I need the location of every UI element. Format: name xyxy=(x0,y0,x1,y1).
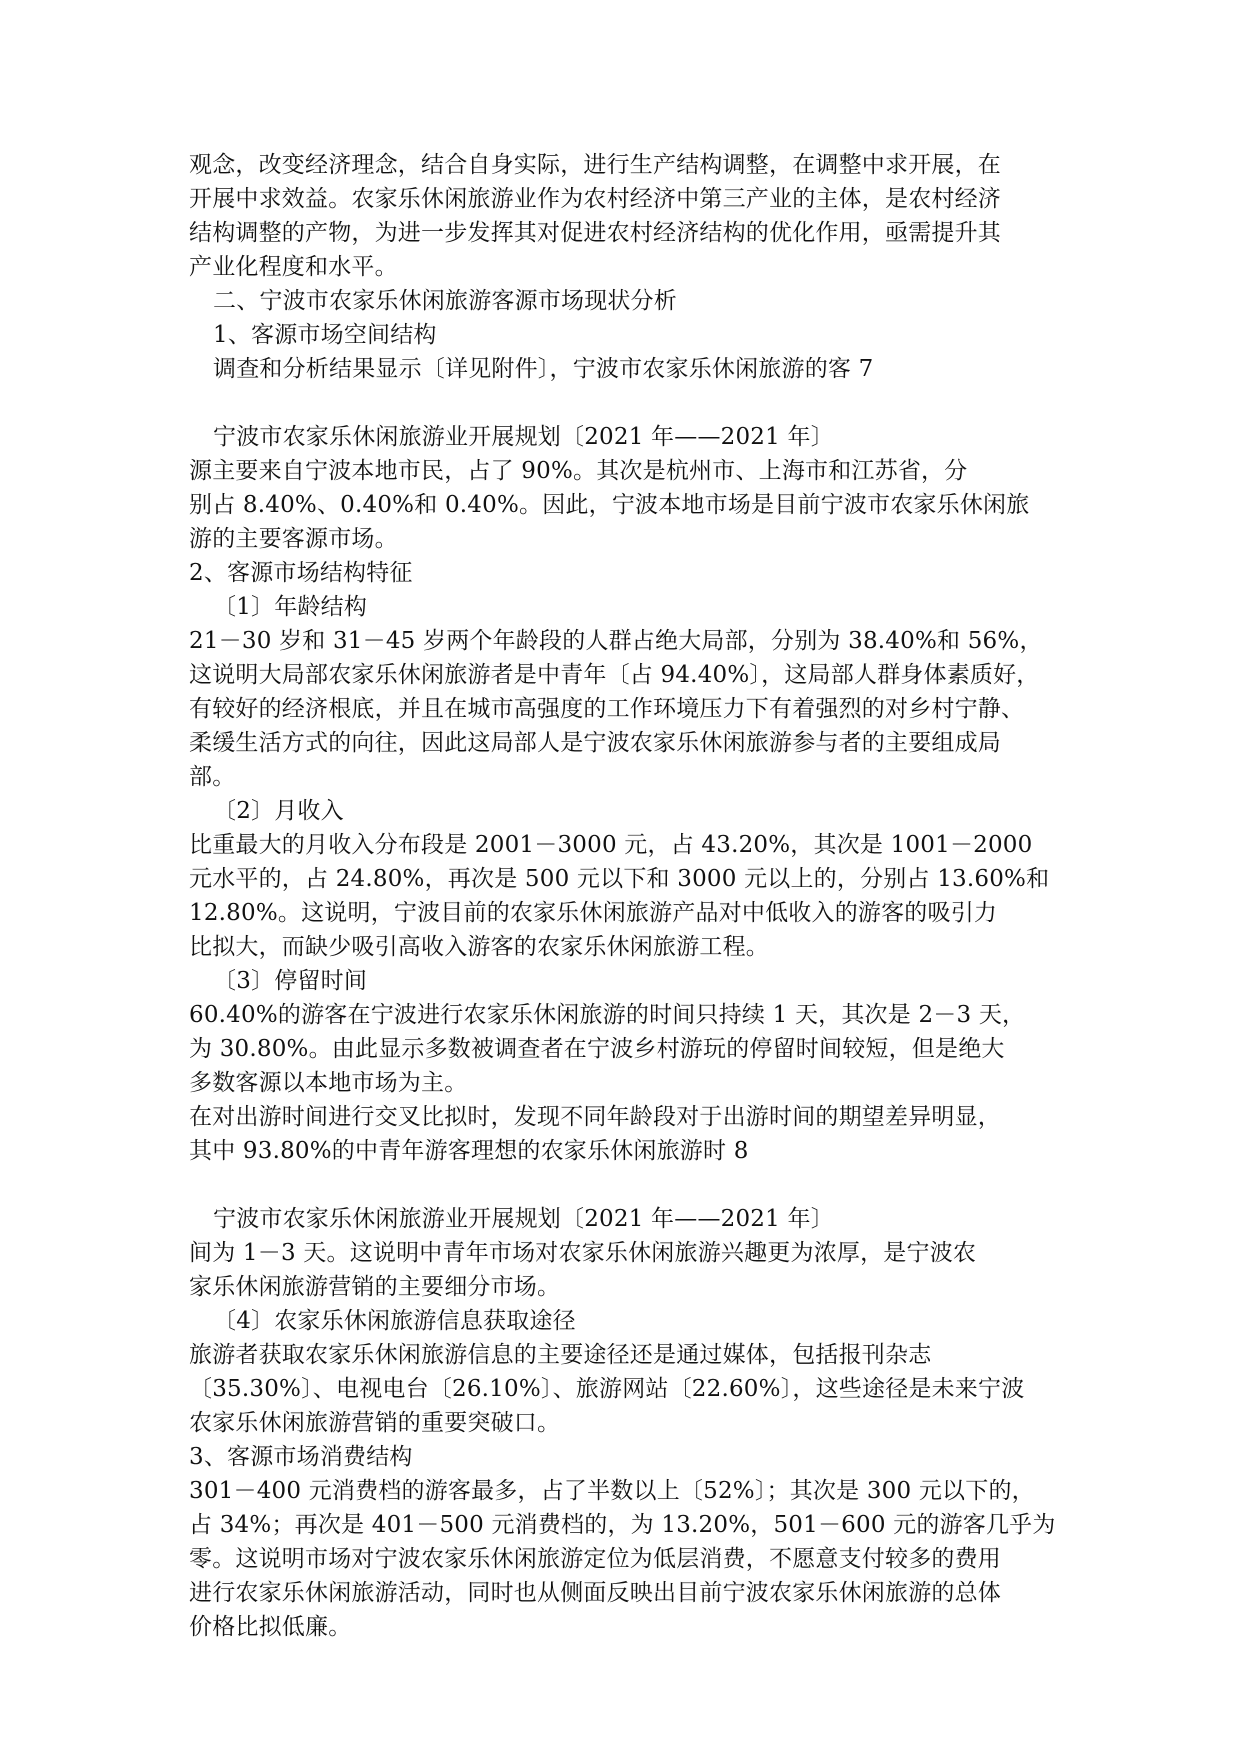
text-line: 元水平的，占 24.80%，再次是 500 元以下和 3000 元以上的，分别占 13.60%和 xyxy=(189,866,1050,892)
subsection-heading: 2、客源市场结构特征 xyxy=(189,560,413,586)
text-line: 比拟大，而缺少吸引高收入游客的农家乐休闲旅游工程。 xyxy=(189,934,769,960)
text-line: 〔35.30%〕、电视电台〔26.10%〕、旅游网站〔22.60%〕，这些途径是未来宁波 xyxy=(189,1376,1025,1402)
text-line: 这说明大局部农家乐休闲旅游者是中青年〔占 94.40%〕，这局部人群身体素质好， xyxy=(189,662,1040,688)
running-header: 宁波市农家乐休闲旅游业开展规划〔2021 年——2021 年〕 xyxy=(213,1206,834,1232)
text-line: 农家乐休闲旅游营销的重要突破口。 xyxy=(189,1410,561,1436)
text-line: 别占 8.40%、0.40%和 0.40%。因此，宁波本地市场是目前宁波市农家乐休闲旅 xyxy=(189,492,1030,518)
subsection-heading: 〔2〕月收入 xyxy=(213,798,344,824)
text-line: 开展中求效益。农家乐休闲旅游业作为农村经济中第三产业的主体，是农村经济 xyxy=(189,186,1001,212)
text-line: 间为 1－3 天。这说明中青年市场对农家乐休闲旅游兴趣更为浓厚，是宁波农 xyxy=(189,1240,977,1266)
page-break-gap xyxy=(189,1168,1049,1202)
subsection-heading: 〔1〕年龄结构 xyxy=(213,594,368,620)
text-line: 301－400 元消费档的游客最多，占了半数以上〔52%〕；其次是 300 元以下的， xyxy=(189,1478,1035,1504)
text-line: 12.80%。这说明，宁波目前的农家乐休闲旅游产品对中低收入的游客的吸引力 xyxy=(189,900,998,926)
text-line: 结构调整的产物，为进一步发挥其对促进农村经济结构的优化作用，亟需提升其 xyxy=(189,220,1001,246)
text-line: 60.40%的游客在宁波进行农家乐休闲旅游的时间只持续 1 天，其次是 2－3 天， xyxy=(189,1002,1026,1028)
text-line: 其中 93.80%的中青年游客理想的农家乐休闲旅游时 8 xyxy=(189,1138,749,1164)
text-line: 柔缓生活方式的向往，因此这局部人是宁波农家乐休闲旅游参与者的主要组成局 xyxy=(189,730,1001,756)
text-line: 部。 xyxy=(189,764,236,790)
text-line: 在对出游时间进行交叉比拟时，发现不同年龄段对于出游时间的期望差异明显， xyxy=(189,1104,1001,1130)
running-header: 宁波市农家乐休闲旅游业开展规划〔2021 年——2021 年〕 xyxy=(213,424,834,450)
text-line: 调查和分析结果显示〔详见附件〕，宁波市农家乐休闲旅游的客 7 xyxy=(213,356,874,382)
text-line: 为 30.80%。由此显示多数被调查者在宁波乡村游玩的停留时间较短，但是绝大 xyxy=(189,1036,1005,1062)
section-heading: 二、宁波市农家乐休闲旅游客源市场现状分析 xyxy=(213,288,677,314)
text-line: 产业化程度和水平。 xyxy=(189,254,398,280)
text-line: 观念，改变经济理念，结合自身实际，进行生产结构调整，在调整中求开展，在 xyxy=(189,152,1001,178)
text-line: 游的主要客源市场。 xyxy=(189,526,398,552)
text-line: 零。这说明市场对宁波农家乐休闲旅游定位为低层消费，不愿意支付较多的费用 xyxy=(189,1546,1001,1572)
subsection-heading: 3、客源市场消费结构 xyxy=(189,1444,413,1470)
subsection-heading: 〔3〕停留时间 xyxy=(213,968,368,994)
text-line: 比重最大的月收入分布段是 2001－3000 元，占 43.20%，其次是 1001－2000 xyxy=(189,832,1033,858)
text-line: 进行农家乐休闲旅游活动，同时也从侧面反映出目前宁波农家乐休闲旅游的总体 xyxy=(189,1580,1001,1606)
subsection-heading: 1、客源市场空间结构 xyxy=(213,322,437,348)
text-line: 家乐休闲旅游营销的主要细分市场。 xyxy=(189,1274,561,1300)
text-line: 源主要来自宁波本地市民，占了 90%。其次是杭州市、上海市和江苏省，分 xyxy=(189,458,968,484)
page-break-gap xyxy=(189,386,1049,420)
document-page xyxy=(189,148,1056,1644)
text-line: 21－30 岁和 31－45 岁两个年龄段的人群占绝大局部，分别为 38.40%和 56%， xyxy=(189,628,1043,654)
text-line: 价格比拟低廉。 xyxy=(189,1614,352,1640)
text-line: 多数客源以本地市场为主。 xyxy=(189,1070,468,1096)
text-line: 有较好的经济根底，并且在城市高强度的工作环境压力下有着强烈的对乡村宁静、 xyxy=(189,696,1025,722)
text-line: 占 34%；再次是 401－500 元消费档的，为 13.20%，501－600 元的游客几乎为 xyxy=(189,1512,1056,1538)
subsection-heading: 〔4〕农家乐休闲旅游信息获取途径 xyxy=(213,1308,576,1334)
text-line: 旅游者获取农家乐休闲旅游信息的主要途径还是通过媒体，包括报刊杂志 xyxy=(189,1342,932,1368)
